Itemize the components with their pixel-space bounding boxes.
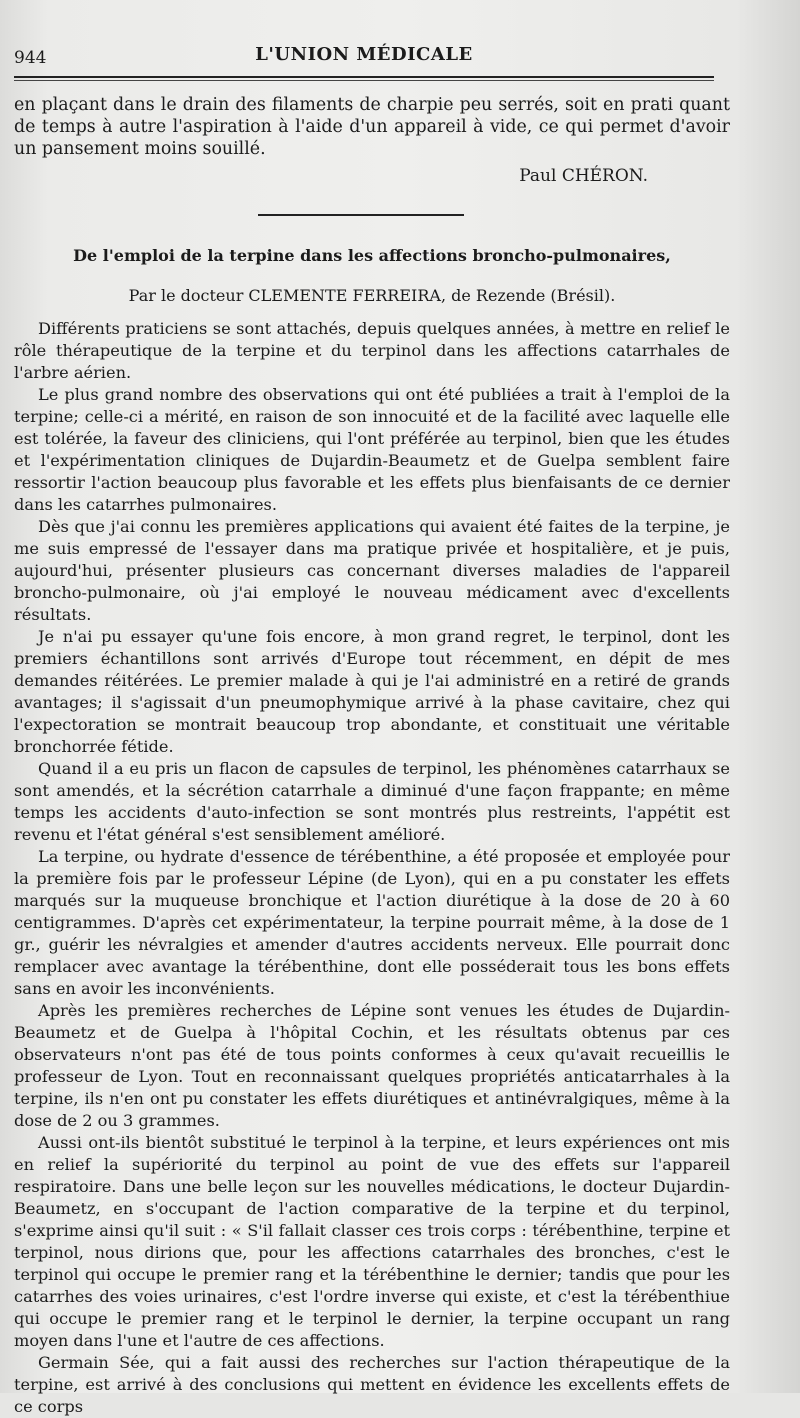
paragraph: Après les premières recherches de Lépine sont venues les études de Dujardin-Beaumetz et de Guelpa à l'hôpital Cochin, et les résultats obtenus par ces observateurs n'ont pas été de tous points conformes à ceux qu'avait recueillis le professeur de Lyon. Tout en reconnaissant quelques propriétés anticatarrhales à la terpine, ils n'en ont pu constater les effets diurétiques et antinévralgiques, même à la dose de 2 ou 3 grammes. <box>14 1001 730 1130</box>
paragraph: Différents praticiens se sont attachés, depuis quelques années, à mettre en relief le rôle thérapeutique de la terpine et du terpinol dans les affections catarrhales de l'arbre aérien. <box>14 319 730 382</box>
article-body <box>14 318 730 1418</box>
article-byline: Par le docteur CLEMENTE FERREIRA, de Rezende (Brésil). <box>128 286 616 305</box>
header-rule-thin <box>14 80 714 81</box>
paragraph: Aussi ont-ils bientôt substitué le terpinol à la terpine, et leurs expériences ont mis en relief la supériorité du terpinol au point de vue des effets sur l'appareil respiratoire. Dans une belle leçon sur les nouvelles médications, le docteur Dujardin-Beaumetz, en s'occupant de l'action comparative de la terpine et du terpinol, s'exprime ainsi qu'il suit : « S'il fallait classer ces trois corps : térébenthine, terpine et terpinol, nous dirions que, pour les affections catarrhales des bronches, c'est le terpinol qui occupe le premier rang et la térébenthine le dernier; tandis que pour les catarrhes des voies urinaires, c'est l'ordre inverse qui existe, et c'est la térébenthiue qui occupe le premier rang et le terpinol le dernier, la terpine occupant un rang moyen dans l'une et l'autre de ces affections. <box>14 1133 730 1350</box>
paragraph: Le plus grand nombre des observations qui ont été publiées a trait à l'emploi de la terpine; celle-ci a mérité, en raison de son innocuité et de la facilité avec laquelle elle est tolérée, la faveur des cliniciens, qui l'ont préférée au terpinol, bien que les études et l'expérimentation cliniques de Dujardin-Beaumetz et de Guelpa semblent faire ressortir l'action beaucoup plus favorable et les effets plus bienfaisants de ce dernier dans les catarrhes pulmonaires. <box>14 385 730 514</box>
paragraph: Germain Sée, qui a fait aussi des recherches sur l'action thérapeutique de la terpine, est arrivé à des conclusions qui mettent en évidence les excellents effets de ce corps <box>14 1353 730 1416</box>
paragraph: Dès que j'ai connu les premières applications qui avaient été faites de la terpine, je me suis empressé de l'essayer dans ma pratique privée et hospitalière, et je puis, aujourd'hui, présenter plusieurs cas concernant diverses maladies de l'appareil broncho-pulmonaire, où j'ai employé le nouveau médicament avec d'excellents résultats. <box>14 517 730 624</box>
running-title: L'UNION MÉDICALE <box>255 44 473 65</box>
page-number: 944 <box>14 48 47 68</box>
paragraph: La terpine, ou hydrate d'essence de térébenthine, a été proposée et employée pour la première fois par le professeur Lépine (de Lyon), qui en a pu constater les effets marqués sur la muqueuse bronchique et l'action diurétique à la dose de 20 à 60 centigrammes. D'après cet expérimentateur, la terpine pourrait même, à la dose de 1 gr., guérir les névralgies et amender d'autres accidents nerveux. Elle pourrait donc remplacer avec avantage la térébenthine, dont elle posséderait tous les bons effets sans en avoir les inconvénients. <box>14 847 730 998</box>
intro-paragraph: en plaçant dans le drain des filaments de charpie peu serrés, soit en prati quant de temps à autre l'aspiration à l'aide d'un appareil à vide, ce qui permet d'avoir un pansement moins souillé. <box>14 95 730 159</box>
author-signature: Paul CHÉRON. <box>519 166 648 186</box>
section-divider <box>258 214 464 216</box>
page-header <box>14 40 714 70</box>
paragraph: Quand il a eu pris un flacon de capsules de terpinol, les phénomènes catarrhaux se sont amendés, et la sécrétion catarrhale a diminué d'une façon frappante; en même temps les accidents d'auto-infection se sont montrés plus restreints, l'appétit est revenu et l'état général s'est sensiblement amélioré. <box>14 759 730 844</box>
article-title: De l'emploi de la terpine dans les affections broncho-pulmonaires, <box>73 246 671 265</box>
paragraph: Je n'ai pu essayer qu'une fois encore, à mon grand regret, le terpinol, dont les premiers échantillons sont arrivés d'Europe tout récemment, en dépit de mes demandes réitérées. Le premier malade à qui je l'ai administré en a retiré de grands avantages; il s'agissait d'un pneumophymique arrivé à la phase cavitaire, chez qui l'expectoration se montrait beaucoup trop abondante, et constituait une véritable bronchorrée fétide. <box>14 627 730 756</box>
header-rule <box>14 76 714 78</box>
